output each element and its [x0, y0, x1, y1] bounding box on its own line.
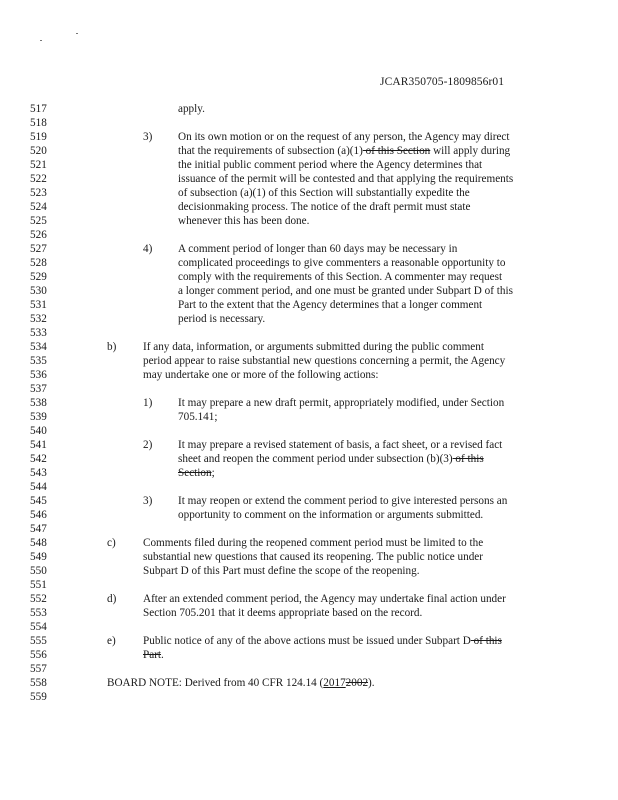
line-text: complicated proceedings to give commenters a reasonable opportunity to [178, 257, 506, 269]
line-text [143, 635, 502, 648]
line-text: It may prepare a revised statement of basis, a fact sheet, or a revised fact [178, 439, 503, 451]
line-533 [0, 327, 618, 340]
line-text: the initial public comment period where the Agency determines that [178, 159, 483, 171]
line-text: Section 705.201 that it deems appropriate based on the record. [143, 607, 423, 619]
item-label: 3) [143, 131, 153, 143]
line-number: 548 [30, 537, 47, 549]
line-number: 539 [30, 411, 47, 423]
line-522 [0, 173, 618, 186]
line-535 [0, 355, 618, 368]
line-text: A comment period of longer than 60 days may be necessary in [178, 243, 458, 255]
line-539 [0, 411, 618, 424]
line-text: 705.141; [178, 411, 218, 423]
line-556 [0, 649, 618, 662]
line-text: apply. [178, 103, 205, 115]
line-537 [0, 383, 618, 396]
line-number: 544 [30, 481, 47, 493]
line-text: issuance of the permit will be contested and that applying the requirements [178, 173, 514, 185]
line-number: 553 [30, 607, 47, 619]
line-number: 519 [30, 131, 47, 143]
line-text [178, 453, 484, 466]
line-number: 545 [30, 495, 47, 507]
line-number: 547 [30, 523, 47, 535]
subsection-label: e) [107, 635, 116, 647]
deleted-text: of this Section [362, 145, 431, 157]
line-text: may undertake one or more of the following actions: [143, 369, 379, 381]
line-536 [0, 369, 618, 382]
line-text: It may reopen or extend the comment period to give interested persons an [178, 495, 508, 507]
line-text: of subsection (a)(1) of this Section will substantially expedite the [178, 187, 470, 199]
line-number: 559 [30, 691, 47, 703]
scan-speck [40, 40, 42, 41]
text-run: ; [211, 467, 215, 479]
item-label: 1) [143, 397, 153, 409]
item-label: 4) [143, 243, 153, 255]
line-number: 536 [30, 369, 47, 381]
line-519 [0, 131, 618, 144]
line-517 [0, 103, 618, 116]
line-546 [0, 509, 618, 522]
line-number: 552 [30, 593, 47, 605]
line-555 [0, 635, 618, 648]
line-number: 524 [30, 201, 47, 213]
text-run: ). [368, 677, 375, 689]
line-number: 549 [30, 551, 47, 563]
deleted-text: Section [178, 467, 212, 479]
line-text: period is necessary. [178, 313, 266, 325]
document-id-header: JCAR350705-1809856r01 [380, 76, 505, 88]
line-523 [0, 187, 618, 200]
line-540 [0, 425, 618, 438]
inserted-text: 2017 [323, 677, 346, 689]
line-number: 540 [30, 425, 47, 437]
line-554 [0, 621, 618, 634]
subsection-label: d) [107, 593, 117, 605]
subsection-label: c) [107, 537, 116, 549]
item-label: 3) [143, 495, 153, 507]
text-run: sheet and reopen the comment period under subsection (b)(3) [178, 453, 453, 465]
line-534 [0, 341, 618, 354]
line-number: 525 [30, 215, 47, 227]
line-530 [0, 285, 618, 298]
line-521 [0, 159, 618, 172]
line-547 [0, 523, 618, 536]
line-541 [0, 439, 618, 452]
line-529 [0, 271, 618, 284]
line-551 [0, 579, 618, 592]
line-532 [0, 313, 618, 326]
line-538 [0, 397, 618, 410]
line-number: 523 [30, 187, 47, 199]
text-run: that the requirements of subsection (a)(1) [178, 145, 363, 157]
line-549 [0, 551, 618, 564]
line-number: 537 [30, 383, 47, 395]
line-number: 534 [30, 341, 47, 353]
line-number: 541 [30, 439, 47, 451]
text-run: Public notice of any of the above actions must be issued under Subpart D [143, 635, 471, 647]
line-number: 546 [30, 509, 47, 521]
line-number: 532 [30, 313, 47, 325]
line-number: 531 [30, 299, 47, 311]
line-text [178, 145, 510, 158]
text-run: . [161, 649, 164, 661]
line-number: 535 [30, 355, 47, 367]
line-number: 522 [30, 173, 47, 185]
line-number: 526 [30, 229, 47, 241]
board-note [107, 677, 375, 690]
line-525 [0, 215, 618, 228]
deleted-text: of this [470, 635, 502, 647]
line-542 [0, 453, 618, 466]
line-number: 555 [30, 635, 47, 647]
line-520 [0, 145, 618, 158]
line-text: whenever this has been done. [178, 215, 310, 227]
line-text: Part to the extent that the Agency determines that a longer comment [178, 299, 483, 311]
line-text: period appear to raise substantial new questions concerning a permit, the Agency [143, 355, 506, 367]
line-553 [0, 607, 618, 620]
line-559 [0, 691, 618, 704]
line-number: 518 [30, 117, 47, 129]
line-number: 557 [30, 663, 47, 675]
line-text: comply with the requirements of this Section. A commenter may request [178, 271, 503, 283]
line-524 [0, 201, 618, 214]
line-text: a longer comment period, and one must be granted under Subpart D of this [178, 285, 513, 297]
line-text: Comments filed during the reopened comment period must be limited to the [143, 537, 484, 549]
line-527 [0, 243, 618, 256]
line-number: 517 [30, 103, 47, 115]
scan-speck [76, 33, 78, 34]
item-label: 2) [143, 439, 153, 451]
line-text: It may prepare a new draft permit, appropriately modified, under Section [178, 397, 505, 409]
line-550 [0, 565, 618, 578]
line-text: decisionmaking process. The notice of the draft permit must state [178, 201, 471, 213]
line-number: 556 [30, 649, 47, 661]
deleted-text: Part [143, 649, 162, 661]
deleted-text: 2002 [345, 677, 369, 689]
line-text: Subpart D of this Part must define the scope of the reopening. [143, 565, 420, 577]
subsection-label: b) [107, 341, 117, 353]
line-number: 520 [30, 145, 47, 157]
line-number: 528 [30, 257, 47, 269]
line-557 [0, 663, 618, 676]
line-518 [0, 117, 618, 130]
line-548 [0, 537, 618, 550]
line-text: On its own motion or on the request of any person, the Agency may direct [178, 131, 510, 143]
line-number: 530 [30, 285, 47, 297]
line-text [143, 649, 164, 662]
line-number: 533 [30, 327, 47, 339]
line-text: After an extended comment period, the Agency may undertake final action under [143, 593, 506, 605]
line-number: 551 [30, 579, 47, 591]
line-text: substantial new questions that caused its reopening. The public notice under [143, 551, 484, 563]
line-number: 542 [30, 453, 47, 465]
line-number: 527 [30, 243, 47, 255]
line-number: 550 [30, 565, 47, 577]
line-528 [0, 257, 618, 270]
line-526 [0, 229, 618, 242]
line-text: If any data, information, or arguments submitted during the public comment [143, 341, 484, 353]
line-number: 529 [30, 271, 47, 283]
line-544 [0, 481, 618, 494]
line-text: opportunity to comment on the information or arguments submitted. [178, 509, 484, 521]
line-number: 554 [30, 621, 47, 633]
line-545 [0, 495, 618, 508]
line-number: 543 [30, 467, 47, 479]
line-543 [0, 467, 618, 480]
text-run: BOARD NOTE: Derived from 40 CFR 124.14 ( [107, 677, 324, 689]
line-number: 558 [30, 677, 47, 689]
line-text [178, 467, 215, 480]
line-number: 538 [30, 397, 47, 409]
text-run: will apply during [430, 145, 511, 157]
line-552 [0, 593, 618, 606]
line-number: 521 [30, 159, 47, 171]
line-531 [0, 299, 618, 312]
deleted-text: of this [452, 453, 484, 465]
line-558 [0, 677, 618, 690]
